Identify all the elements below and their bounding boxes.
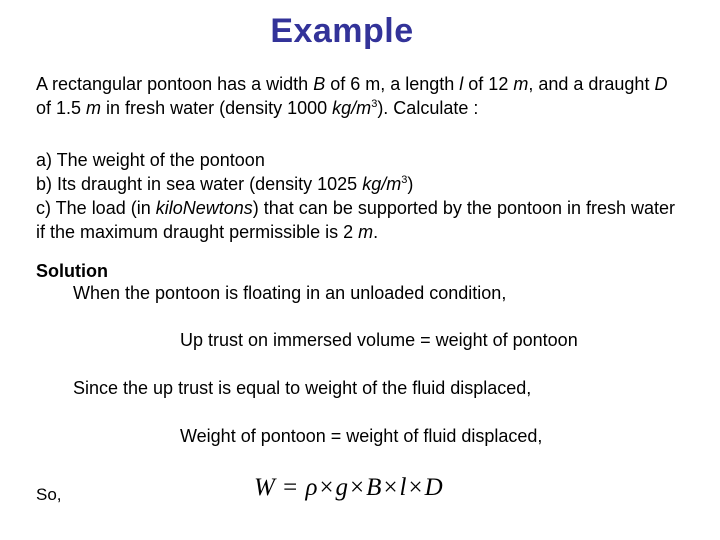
- solution-line-4: Weight of pontoon = weight of fluid displaced,: [180, 426, 543, 446]
- so-label: So,: [36, 485, 62, 504]
- unit-exponent: 3: [401, 174, 408, 186]
- solution-line-1: When the pontoon is floating in an unloaded condition,: [73, 283, 507, 303]
- problem-text: A rectangular pontoon has a width: [36, 74, 314, 94]
- question-b-text: b) Its draught in sea water (density 1025: [36, 174, 363, 194]
- weight-formula: [254, 474, 443, 502]
- unit-density: kg/m: [332, 98, 372, 118]
- formula-draught: D: [424, 474, 443, 501]
- problem-text: of 1.5: [36, 98, 87, 118]
- problem-text: of 6 m, a length: [325, 74, 460, 94]
- question-c-end: .: [373, 222, 379, 242]
- formula-times: ×: [408, 474, 423, 501]
- problem-statement: [36, 72, 676, 120]
- question-c: [36, 196, 676, 244]
- formula-times: ×: [350, 474, 365, 501]
- var-width: B: [313, 74, 326, 94]
- problem-text: in fresh water (density 1000: [101, 98, 333, 118]
- unit-m: m: [86, 98, 102, 118]
- problem-text: of 12: [463, 74, 514, 94]
- solution-heading: Solution: [36, 261, 108, 281]
- formula-width: B: [366, 474, 382, 501]
- formula-gravity: g: [335, 474, 349, 501]
- question-b: [36, 172, 676, 196]
- unit-exponent: 3: [371, 98, 378, 110]
- formula-times: ×: [319, 474, 334, 501]
- unit-density: kg/m: [362, 174, 402, 194]
- unit-m: m: [513, 74, 529, 94]
- problem-text: ). Calculate :: [377, 98, 479, 118]
- formula-equals: =: [283, 474, 298, 501]
- formula-density: ρ: [305, 474, 318, 501]
- unit-kilonewtons: kiloNewtons: [155, 198, 253, 218]
- question-c-text: c) The load (in: [36, 198, 156, 218]
- var-draught: D: [654, 74, 668, 94]
- question-c-text: ) that can be supported by the pontoon in fresh water if the maximum draught permissible is 2: [36, 198, 676, 242]
- solution-line-2: Up trust on immersed volume = weight of pontoon: [180, 330, 578, 350]
- solution-line-3: Since the up trust is equal to weight of the fluid displaced,: [73, 378, 532, 398]
- formula-length: l: [399, 474, 407, 501]
- formula-times: ×: [383, 474, 398, 501]
- question-list: [36, 148, 676, 244]
- unit-m: m: [358, 222, 374, 242]
- problem-text: , and a draught: [528, 74, 655, 94]
- question-a: a) The weight of the pontoon: [36, 150, 265, 170]
- slide-title: Example: [270, 12, 414, 50]
- var-length: l: [459, 74, 464, 94]
- formula-weight: W: [254, 474, 275, 501]
- question-b-end: ): [407, 174, 414, 194]
